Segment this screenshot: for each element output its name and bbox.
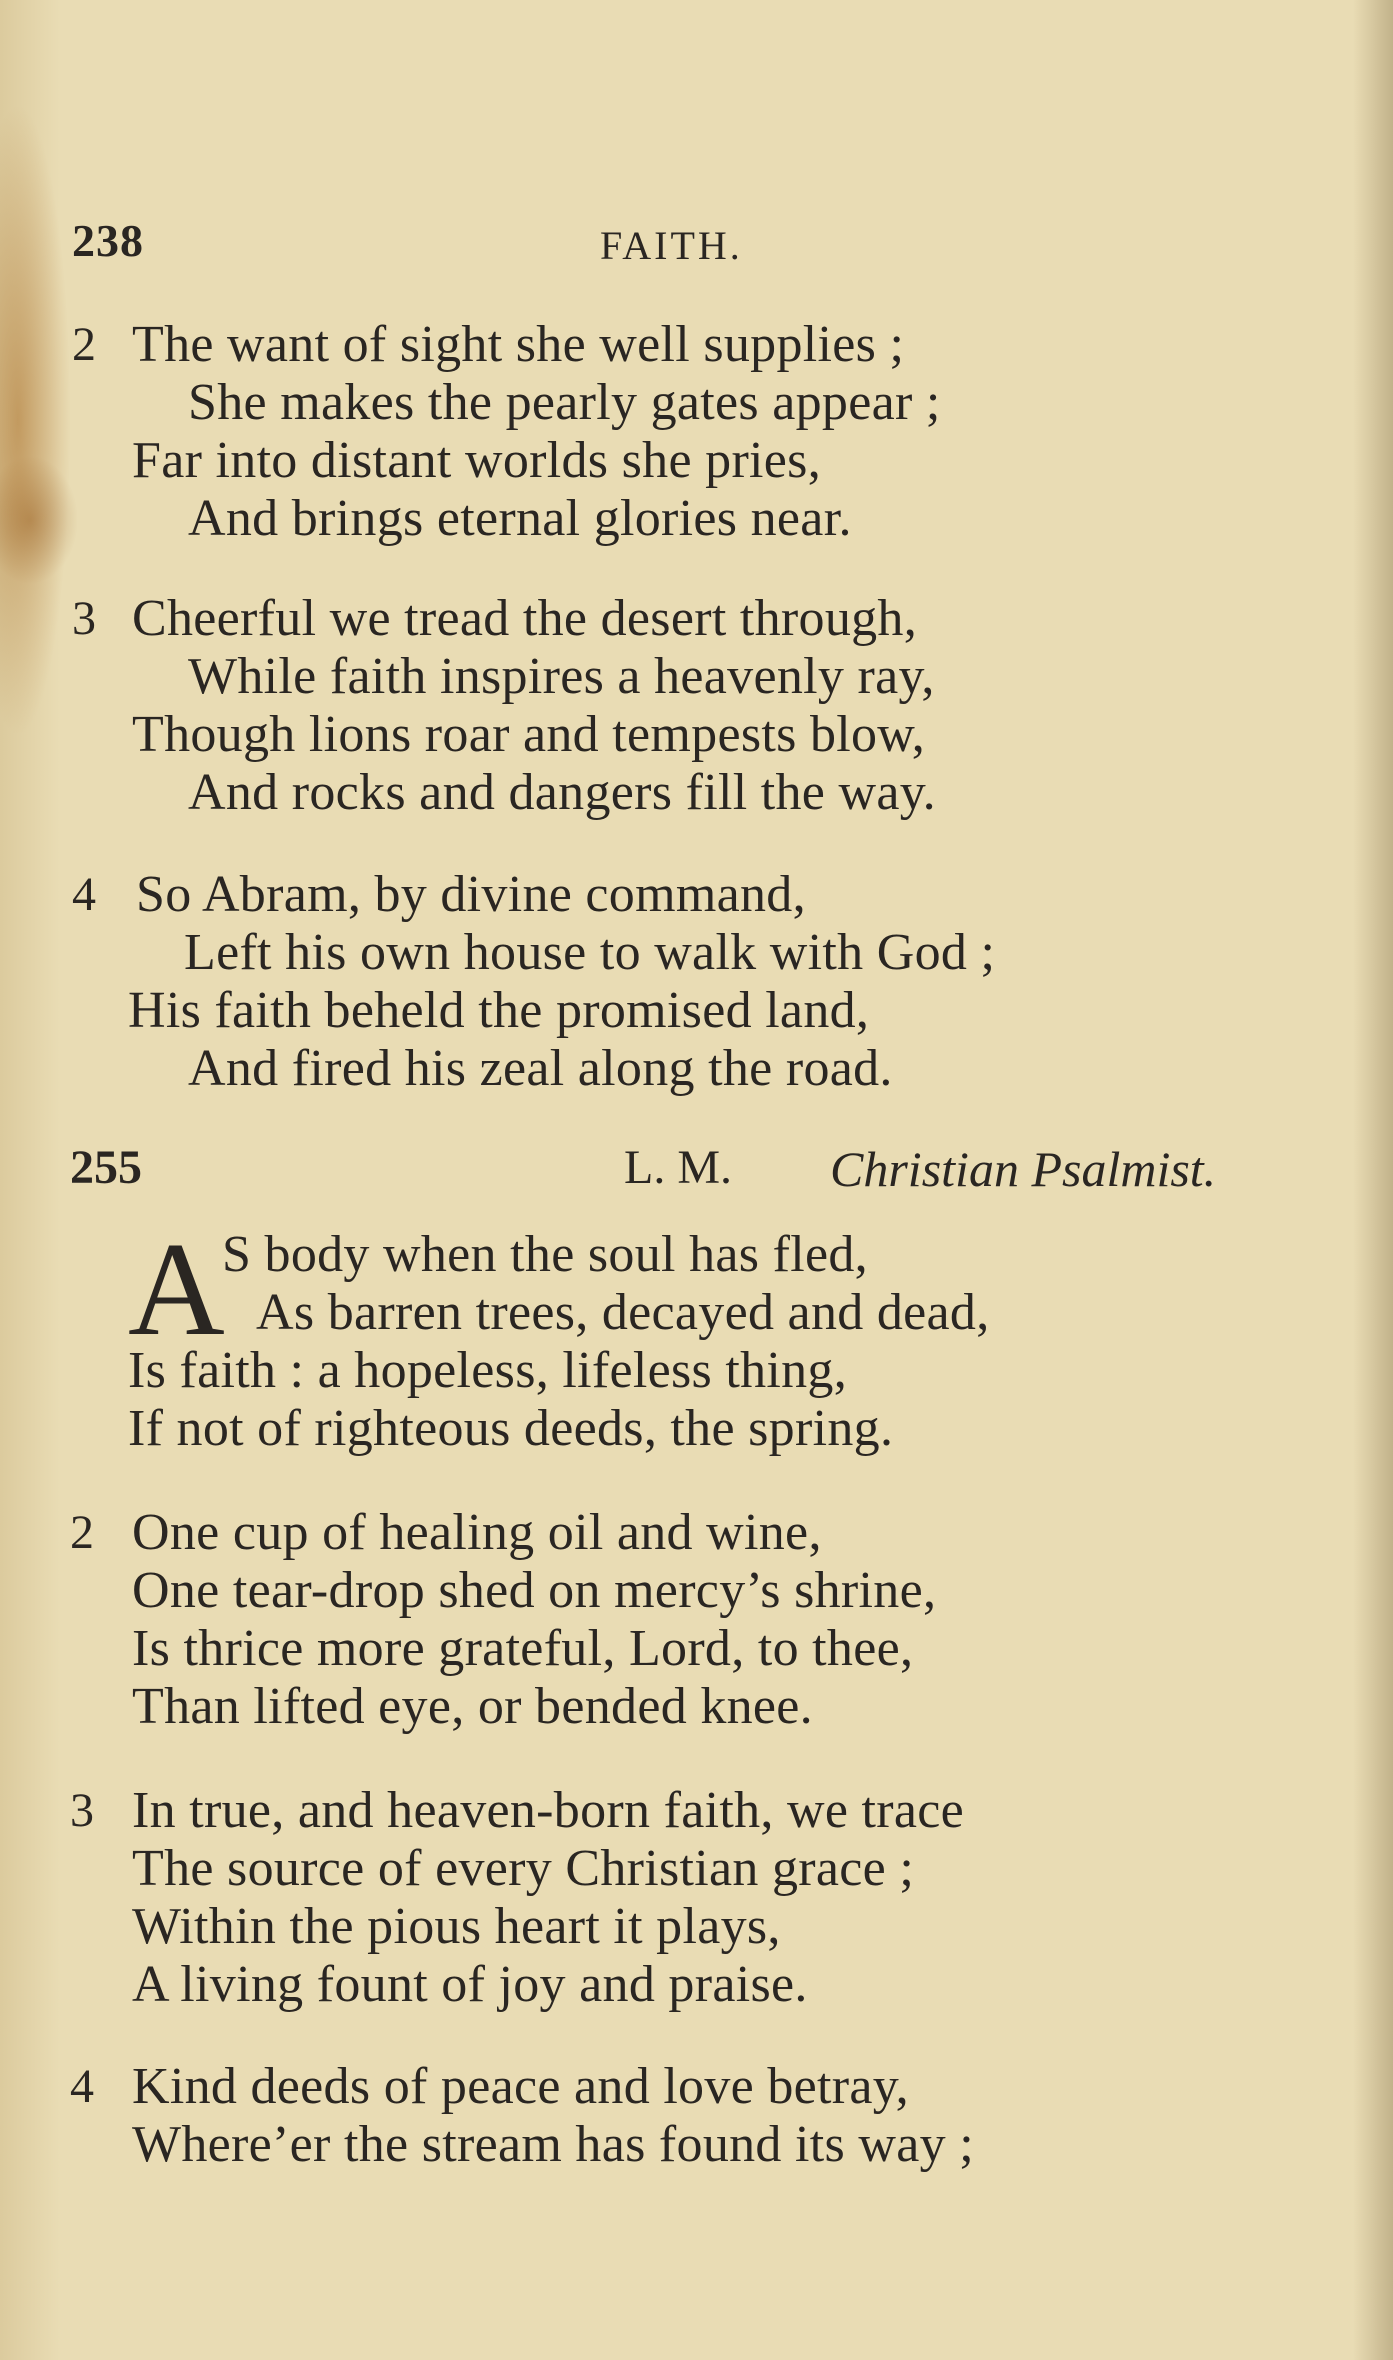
verse-line: Though lions roar and tempests blow, [132,706,926,763]
stanza-number: 3 [70,1784,94,1837]
verse-line: Left his own house to walk with God ; [184,924,996,981]
verse-line: One tear-drop shed on mercy’s shrine, [132,1562,937,1619]
running-title: FAITH. [600,223,743,268]
drop-cap: A [128,1215,225,1363]
hymn-meter: L. M. [624,1141,732,1194]
verse-line: Cheerful we tread the desert through, [132,590,918,647]
verse-line: Is faith : a hopeless, lifeless thing, [128,1342,848,1399]
stanza-number: 4 [70,2060,94,2113]
verse-line: S body when the soul has fled, [222,1226,868,1283]
stanza-number: 4 [72,868,96,921]
verse-line: And rocks and dangers fill the way. [188,764,936,821]
verse-line: In true, and heaven-born faith, we trace [132,1782,965,1839]
verse-line: Far into distant worlds she pries, [132,432,822,489]
verse-line: His faith beheld the promised land, [128,982,870,1039]
verse-line: The source of every Christian grace ; [132,1840,915,1897]
verse-line: If not of righteous deeds, the spring. [128,1400,894,1457]
verse-line: Is thrice more grateful, Lord, to thee, [132,1620,914,1677]
verse-line: Than lifted eye, or bended knee. [132,1678,813,1735]
verse-line: Kind deeds of peace and love betray, [132,2058,909,2115]
hymn-source: Christian Psalmist. [830,1141,1217,1197]
page-number: 238 [72,215,144,266]
verse-line: As barren trees, decayed and dead, [256,1284,990,1341]
verse-line: While faith inspires a heavenly ray, [188,648,935,705]
verse-line: So Abram, by divine command, [136,866,806,923]
verse-line: A living fount of joy and praise. [132,1956,808,2013]
stanza-number: 2 [72,318,96,371]
hymn-number: 255 [70,1141,142,1194]
stanza-number: 3 [72,592,96,645]
stanza-number: 2 [70,1506,94,1559]
verse-line: The want of sight she well supplies ; [132,316,905,373]
verse-line: Where’er the stream has found its way ; [132,2116,974,2173]
verse-line: And fired his zeal along the road. [188,1040,893,1097]
verse-line: She makes the pearly gates appear ; [188,374,941,431]
verse-line: And brings eternal glories near. [188,490,852,547]
verse-line: One cup of healing oil and wine, [132,1504,822,1561]
verse-line: Within the pious heart it plays, [132,1898,781,1955]
